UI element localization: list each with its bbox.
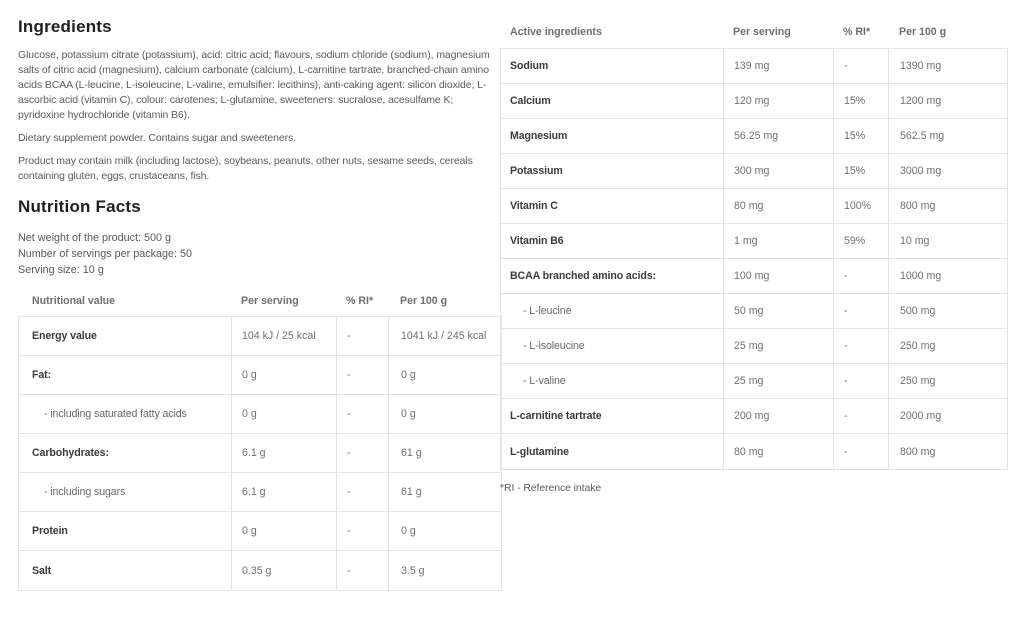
table-row xyxy=(19,434,501,473)
table-row xyxy=(19,551,501,590)
per-serving-cell: 50 mg xyxy=(723,294,833,328)
per-100g-cell: 500 mg xyxy=(888,294,1006,328)
supplement-note: Dietary supplement powder. Contains sugar and sweeteners. xyxy=(18,132,296,144)
row-name-cell: Fat: xyxy=(32,369,52,381)
table-row xyxy=(19,473,501,512)
row-name-cell: Sodium xyxy=(510,60,549,72)
nutrition-table-body xyxy=(18,316,502,591)
table-row xyxy=(501,49,1007,84)
per-100g-cell: 1000 mg xyxy=(888,259,1006,293)
column-header: Per serving xyxy=(241,295,299,307)
per-serving-cell: 0 g xyxy=(231,356,336,394)
per-100g-cell: 800 mg xyxy=(888,189,1006,223)
per-serving-cell: 300 mg xyxy=(723,154,833,188)
per-100g-cell: 3.5 g xyxy=(388,551,501,590)
table-row xyxy=(501,189,1007,224)
per-100g-cell: 10 mg xyxy=(888,224,1006,258)
active-ingredients-section xyxy=(500,15,1008,494)
table-row xyxy=(501,84,1007,119)
ri-cell: 15% xyxy=(833,119,888,153)
ri-footnote: *RI - Reference intake xyxy=(500,482,602,494)
column-header: Per 100 g xyxy=(400,295,448,307)
ri-cell: - xyxy=(336,434,388,472)
per-serving-cell: 0 g xyxy=(231,512,336,550)
per-100g-cell: 0 g xyxy=(388,356,501,394)
ri-cell: - xyxy=(833,399,888,433)
ri-cell: - xyxy=(336,512,388,550)
per-serving-cell: 56.25 mg xyxy=(723,119,833,153)
column-header: Active ingredients xyxy=(510,25,602,38)
ri-cell: - xyxy=(336,317,388,355)
table-row xyxy=(501,154,1007,189)
ingredients-title: Ingredients xyxy=(18,17,112,36)
table-row xyxy=(501,329,1007,364)
nutrition-facts-title: Nutrition Facts xyxy=(18,197,141,216)
column-header: % RI* xyxy=(843,25,871,38)
row-name-cell: L-glutamine xyxy=(510,445,569,458)
ri-cell: - xyxy=(336,473,388,511)
per-100g-cell: 61 g xyxy=(388,473,501,511)
row-name-cell: Vitamin C xyxy=(510,200,558,212)
per-100g-cell: 3000 mg xyxy=(888,154,1006,188)
per-serving-cell: 100 mg xyxy=(723,259,833,293)
servings-line: Number of servings per package: 50 xyxy=(18,248,193,260)
row-name-cell: - including sugars xyxy=(44,486,126,498)
per-serving-cell: 139 mg xyxy=(723,49,833,83)
serving-info xyxy=(18,230,500,278)
active-ingredients-table xyxy=(500,15,1008,470)
row-name-cell: Energy value xyxy=(32,330,97,342)
row-name-cell: Protein xyxy=(32,525,68,537)
per-serving-cell: 80 mg xyxy=(723,189,833,223)
per-100g-cell: 2000 mg xyxy=(888,399,1006,433)
column-header: Per serving xyxy=(733,25,791,38)
row-name-cell: Carbohydrates: xyxy=(32,447,109,459)
per-serving-cell: 200 mg xyxy=(723,399,833,433)
per-serving-cell: 0 g xyxy=(231,395,336,433)
row-name-cell: Potassium xyxy=(510,165,563,177)
per-100g-cell: 800 mg xyxy=(888,434,1006,469)
per-serving-cell: 25 mg xyxy=(723,364,833,398)
per-100g-cell: 61 g xyxy=(388,434,501,472)
ingredients-text: Glucose, potassium citrate (potassium), acid: citric acid; flavours, sodium chloride (sodium), magnesium salts of citric acid (magnesium), calcium carbonate (calcium), L-carnitine tartrate, branched-chain amino acids BCAA (L-leucine, L-isoleucine, L-valine, emulsifier: lecithins), anti-caking agent: silicon dioxide; L-ascorbic acid (vitamin C), colour: carotenes; L-glutamine, sweeteners: sucralose, acesulfame K; pyridoxine hydrochloride (vitamin B6). xyxy=(18,49,490,121)
ri-cell: 15% xyxy=(833,84,888,118)
ri-cell: - xyxy=(336,356,388,394)
table-row xyxy=(19,512,501,551)
active-ingredients-table-body xyxy=(500,48,1008,470)
row-name-cell: Vitamin B6 xyxy=(510,235,564,247)
row-name-cell: Magnesium xyxy=(510,130,568,142)
ri-cell: 100% xyxy=(833,189,888,223)
table-row xyxy=(501,224,1007,259)
ri-cell: - xyxy=(336,395,388,433)
per-100g-cell: 250 mg xyxy=(888,329,1006,363)
ri-cell: - xyxy=(833,364,888,398)
row-name-cell: L-carnitine tartrate xyxy=(510,410,602,422)
ri-cell: - xyxy=(336,551,388,590)
per-serving-cell: 25 mg xyxy=(723,329,833,363)
active-ingredients-table-header xyxy=(500,15,1008,48)
per-100g-cell: 0 g xyxy=(388,512,501,550)
per-100g-cell: 1200 mg xyxy=(888,84,1006,118)
nutrition-table xyxy=(18,286,502,591)
column-header: % RI* xyxy=(346,295,374,307)
per-serving-cell: 6.1 g xyxy=(231,434,336,472)
column-header: Nutritional value xyxy=(32,295,115,307)
row-name-cell: BCAA branched amino acids: xyxy=(510,270,656,282)
per-100g-cell: 1390 mg xyxy=(888,49,1006,83)
table-row xyxy=(501,119,1007,154)
ri-cell: - xyxy=(833,329,888,363)
nutrition-table-header xyxy=(18,286,502,316)
ri-cell: - xyxy=(833,434,888,469)
serving-size-line: Serving size: 10 g xyxy=(18,264,104,276)
ingredients-section xyxy=(18,16,500,591)
allergen-note: Product may contain milk (including lactose), soybeans, peanuts, other nuts, sesame seeds, cereals containing gluten, eggs, crustaceans, fish. xyxy=(18,155,473,182)
row-name-cell: - L-valine xyxy=(523,375,566,387)
ri-cell: 15% xyxy=(833,154,888,188)
per-serving-cell: 80 mg xyxy=(723,434,833,469)
net-weight-line: Net weight of the product: 500 g xyxy=(18,232,172,244)
per-100g-cell: 562.5 mg xyxy=(888,119,1006,153)
ri-cell: 59% xyxy=(833,224,888,258)
ri-cell: - xyxy=(833,294,888,328)
table-row xyxy=(501,259,1007,294)
table-row xyxy=(501,399,1007,434)
per-serving-cell: 0.35 g xyxy=(231,551,336,590)
per-serving-cell: 6.1 g xyxy=(231,473,336,511)
per-serving-cell: 104 kJ / 25 kcal xyxy=(231,317,336,355)
ri-cell: - xyxy=(833,49,888,83)
per-100g-cell: 250 mg xyxy=(888,364,1006,398)
table-row xyxy=(19,356,501,395)
row-name-cell: - L-leucine xyxy=(523,305,572,317)
column-header: Per 100 g xyxy=(899,25,947,38)
ri-cell: - xyxy=(833,259,888,293)
table-row xyxy=(19,395,501,434)
per-serving-cell: 1 mg xyxy=(723,224,833,258)
per-100g-cell: 1041 kJ / 245 kcal xyxy=(388,317,501,355)
table-row xyxy=(19,317,501,356)
per-serving-cell: 120 mg xyxy=(723,84,833,118)
table-row xyxy=(501,364,1007,399)
table-row xyxy=(501,434,1007,469)
row-name-cell: - L-isoleucine xyxy=(523,340,585,352)
table-row xyxy=(501,294,1007,329)
row-name-cell: Salt xyxy=(32,564,52,577)
per-100g-cell: 0 g xyxy=(388,395,501,433)
row-name-cell: Calcium xyxy=(510,95,551,107)
row-name-cell: - including saturated fatty acids xyxy=(44,408,187,420)
